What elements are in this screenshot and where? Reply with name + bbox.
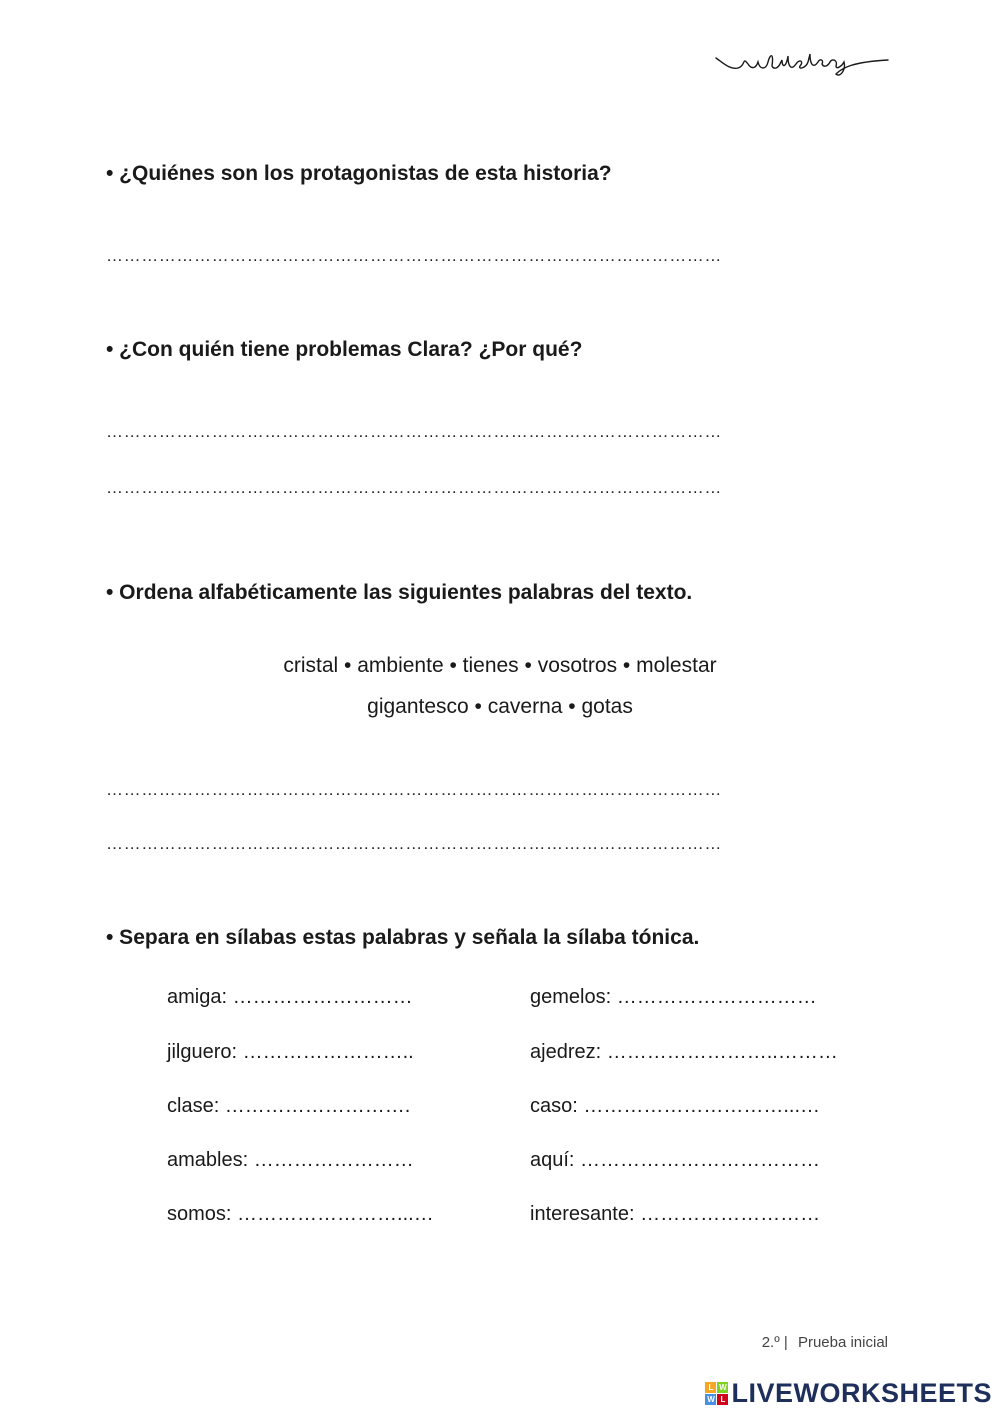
- icon-cell-3: W: [707, 1394, 715, 1404]
- syllable-item-interesante[interactable]: interesante: ………………………: [530, 1203, 821, 1225]
- syllable-item-amables[interactable]: amables: ……………………: [167, 1149, 414, 1171]
- word-list-line-1: cristal • ambiente • tienes • vosotros • molestar: [283, 654, 717, 677]
- syllable-item-aqui[interactable]: aquí: ………………………………: [530, 1149, 821, 1171]
- page-footer: [762, 1334, 888, 1351]
- answer-line-3[interactable]: ……………………………………………………………………………………………: [106, 478, 722, 497]
- answer-line-5[interactable]: ……………………………………………………………………………………………: [106, 834, 722, 853]
- icon-cell-4: L: [717, 1394, 728, 1405]
- icon-cell-1: L: [705, 1382, 716, 1393]
- syllable-item-caso[interactable]: caso: …………………………...…: [530, 1095, 821, 1117]
- word-list-line-2: gigantesco • caverna • gotas: [367, 695, 633, 718]
- answer-line-1[interactable]: ……………………………………………………………………………………………: [106, 246, 722, 265]
- syllable-item-somos[interactable]: somos: ……………………...…: [167, 1203, 434, 1225]
- liveworksheets-watermark: [705, 1378, 992, 1408]
- watermark-text: LIVEWORKSHEETS: [731, 1377, 992, 1408]
- syllable-item-amiga[interactable]: amiga: ………………………: [167, 986, 413, 1008]
- syllable-item-ajedrez[interactable]: ajedrez: ……………………..………: [530, 1041, 838, 1063]
- liveworksheets-icon: [705, 1382, 728, 1405]
- footer-separator: |: [783, 1334, 788, 1351]
- syllable-item-clase[interactable]: clase: ……………………….: [167, 1095, 411, 1117]
- answer-line-4[interactable]: ……………………………………………………………………………………………: [106, 780, 722, 799]
- question-3: • Ordena alfabéticamente las siguientes palabras del texto.: [106, 581, 693, 604]
- question-2: • ¿Con quién tiene problemas Clara? ¿Por qué?: [106, 338, 583, 361]
- question-1: • ¿Quiénes son los protagonistas de esta historia?: [106, 162, 612, 185]
- question-4: • Separa en sílabas estas palabras y señala la sílaba tónica.: [106, 926, 700, 949]
- syllable-item-jilguero[interactable]: jilguero: ……………………..: [167, 1041, 414, 1063]
- footer-grade: 2.º: [761, 1334, 780, 1351]
- answer-line-2[interactable]: ……………………………………………………………………………………………: [106, 422, 722, 441]
- footer-title: Prueba inicial: [797, 1334, 888, 1351]
- syllable-item-gemelos[interactable]: gemelos: …………………………: [530, 986, 817, 1008]
- icon-cell-2: W: [719, 1382, 727, 1392]
- ludiletras-logo: [712, 44, 892, 84]
